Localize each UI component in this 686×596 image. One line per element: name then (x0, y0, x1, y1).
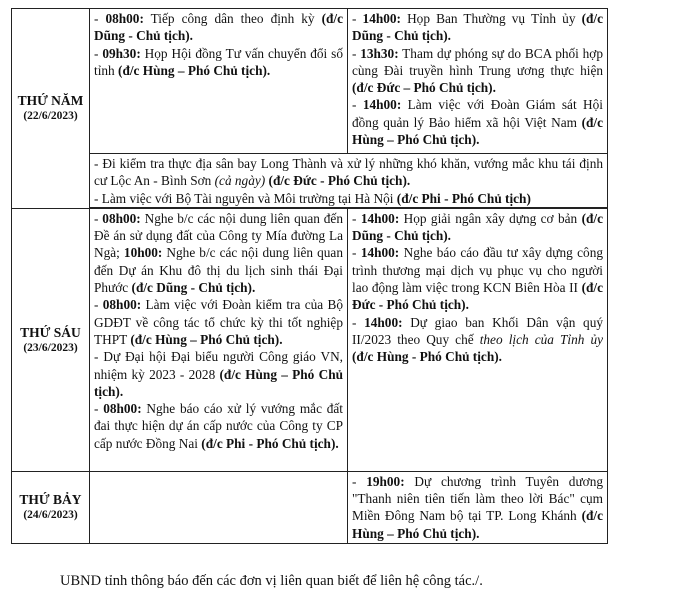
day-label-cell (12, 208, 90, 471)
schedule-item (94, 10, 343, 45)
day-label-cell (12, 9, 90, 209)
item-text: Tham dự phóng sự do BCA phối hợp cùng Đài truyền hình Trung ương thực hiện (352, 45, 603, 78)
day-date: (22/6/2023) (23, 110, 78, 123)
item-text: (đ/c Phi - Phó Chủ tịch). (201, 435, 339, 451)
day-date: (23/6/2023) (23, 341, 78, 354)
item-text: Họp giải ngân xây dựng cơ bản (399, 210, 582, 226)
footer-note: UBND tỉnh thông báo đến các đơn vị liên quan biết để liên hệ công tác./. (60, 573, 483, 589)
item-text: - (94, 45, 103, 61)
schedule-item (94, 190, 603, 207)
schedule-item (94, 45, 343, 80)
item-text: - (94, 11, 106, 26)
item-text: (đ/c Hùng - Phó Chủ tịch). (352, 349, 502, 365)
item-text: - Làm việc với Bộ Tài nguyên và Môi trường tại Hà Nội (94, 190, 397, 206)
item-text: - (352, 45, 361, 61)
item-text: - (94, 210, 103, 226)
afternoon-cell (348, 208, 608, 471)
item-text: 19h00: (366, 473, 405, 489)
item-text: - Đi kiểm tra thực địa sân bay Long Thành và xử lý những khó khăn, vướng mắc khu tái định cư Lộc An - Bình Sơn (94, 156, 603, 189)
item-text: - (352, 11, 363, 26)
schedule-item (94, 296, 343, 348)
item-text: (đ/c Dũng - Chủ tịch). (94, 11, 343, 44)
item-text: (đ/c Đức - Phó Chủ tịch). (352, 280, 603, 313)
schedule-item (352, 45, 603, 97)
item-text: - (352, 245, 361, 261)
schedule-item (94, 400, 343, 452)
item-text: theo lịch của Tỉnh ủy (479, 331, 604, 347)
afternoon-cell (348, 471, 608, 543)
item-text: Làm việc với Đoàn kiểm tra của Bộ GDĐT về công tác tổ chức kỳ thi tốt nghiệp THPT (94, 297, 343, 347)
item-text: 08h00: (102, 210, 141, 226)
schedule-table (11, 8, 608, 544)
day-label-cell (12, 471, 90, 543)
item-text: 13h30: (360, 45, 399, 61)
morning-cell (90, 471, 348, 543)
item-text: Nghe báo cáo đầu tư xây dựng công trình thương mại dịch vụ phục vụ cho người lao động làm việc trong KCN Biên Hòa II (352, 245, 603, 296)
item-text: - (94, 297, 103, 313)
item-text: 14h00: (364, 314, 403, 330)
item-text: (đ/c Đức - Phó Chủ tịch). (268, 173, 411, 189)
morning-cell (90, 208, 348, 471)
item-text: Họp Hội đồng Tư vấn chuyển đổi số tỉnh (94, 45, 343, 78)
item-text: 08h00: (103, 401, 142, 417)
item-text: - (352, 473, 367, 489)
item-text: (đ/c Dũng - Chủ tịch). (352, 11, 603, 44)
item-text: - (352, 314, 365, 330)
afternoon-cell (348, 9, 608, 154)
schedule-item (352, 473, 603, 542)
item-text: 08h00: (102, 297, 142, 313)
item-text: - (352, 97, 363, 113)
fullday-cell (90, 154, 608, 208)
item-text: (đ/c Dũng - Chủ tịch). (131, 280, 256, 296)
day-row-thu-bay (12, 471, 608, 543)
item-text: (đ/c Phi - Phó Chủ tịch) (396, 190, 531, 206)
day-date: (24/6/2023) (23, 509, 78, 522)
morning-cell (90, 9, 348, 154)
schedule-item (94, 210, 343, 296)
item-text: (cả ngày) (214, 173, 266, 189)
day-row-thu-nam (12, 9, 608, 154)
item-text: Dự giao ban Khối Dân vận quý II/2023 theo Quy chế (352, 314, 603, 347)
item-text: Làm việc với Đoàn Giám sát Hội đồng quản lý Bảo hiểm xã hội Việt Nam (352, 97, 603, 130)
item-text: Nghe b/c các nội dung liên quan đến Dự án Khu đô thị du lịch sinh thái Đại Phước (94, 245, 343, 296)
item-text: 14h00: (360, 210, 400, 226)
day-row-thu-sau (12, 208, 608, 471)
item-text: - (94, 401, 104, 417)
schedule-item (352, 244, 603, 313)
item-text: Dự chương trình Tuyên dương "Thanh niên tiên tiến làm theo lời Bác" cụm Miền Đông Nam bộ tại TP. Long Khánh (352, 473, 603, 524)
item-text: 14h00: (362, 11, 401, 26)
item-text: 14h00: (362, 97, 402, 113)
day-name: THỨ BẢY (19, 492, 82, 508)
item-text: (đ/c Hùng – Phó Chủ tịch). (130, 331, 283, 347)
item-text: Nghe b/c các nội dung liên quan đến Đề án sử dụng đất của Công ty Mía đường La Ngà; (94, 210, 343, 261)
item-text: Tiếp công dân theo định kỳ (143, 11, 322, 26)
schedule-item (352, 96, 603, 148)
day-name: THỨ NĂM (17, 93, 84, 109)
item-text: Họp Ban Thường vụ Tỉnh ủy (400, 11, 582, 26)
item-text: 10h00: (123, 245, 163, 261)
fullday-row (12, 154, 608, 208)
schedule-item (94, 348, 343, 400)
item-text: (đ/c Dũng - Chủ tịch). (352, 210, 603, 244)
item-text: - (352, 210, 361, 226)
item-text: 08h00: (105, 11, 144, 26)
schedule-item (352, 314, 603, 366)
item-text: (đ/c Hùng – Phó Chủ tịch). (352, 508, 603, 541)
day-name: THỨ SÁU (20, 324, 81, 340)
item-text: 09h30: (102, 45, 141, 61)
item-text: - Dự Đại hội Đại biểu người Công giáo VN, nhiệm kỳ 2023 - 2028 (94, 349, 343, 382)
schedule-item (94, 155, 603, 190)
item-text: (đ/c Hùng – Phó Chủ tịch). (94, 366, 343, 399)
item-text: 14h00: (360, 245, 400, 261)
schedule-item (352, 10, 603, 45)
item-text: (đ/c Hùng – Phó Chủ tịch). (118, 62, 271, 78)
schedule-item (352, 210, 603, 245)
item-text: (đ/c Đức – Phó Chủ tịch). (352, 80, 496, 96)
item-text: Nghe báo cáo xử lý vướng mắc đất đai thực hiện dự án cấp nước của Công ty CP cấp nước Đồng Nai (94, 401, 343, 451)
item-text: (đ/c Hùng – Phó Chủ tịch). (352, 114, 603, 148)
